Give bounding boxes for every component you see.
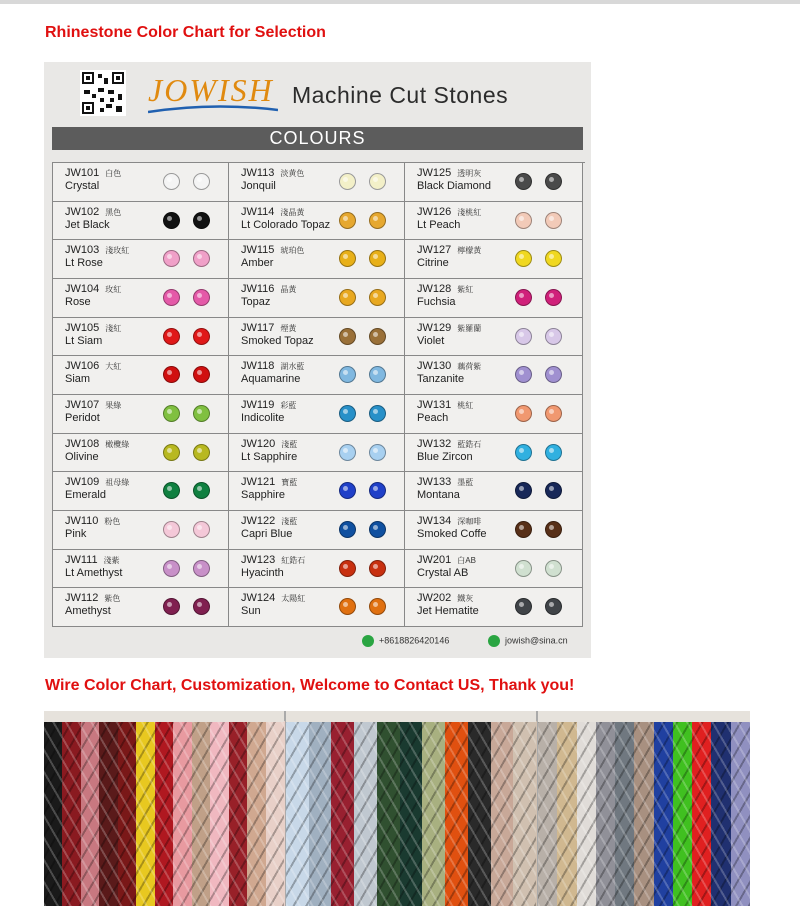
stone-chinese-name: 淺玫紅 <box>105 246 130 256</box>
stone-chinese-name: 淺紫 <box>103 555 120 565</box>
color-tag-strip <box>286 711 536 722</box>
stone-swatch-front <box>163 598 180 615</box>
stone-chinese-name: 橄欖綠 <box>105 439 130 449</box>
stone-swatch-front <box>339 328 356 345</box>
stone-swatch-front <box>163 366 180 383</box>
stone-swatch-front <box>163 521 180 538</box>
qr-code-icon <box>80 70 126 116</box>
stone-cell <box>405 240 583 279</box>
stone-code <box>65 244 129 256</box>
stone-name: Lt Siam <box>65 334 103 347</box>
stone-chinese-name: 桃紅 <box>457 401 474 410</box>
stone-name: Crystal AB <box>417 566 469 579</box>
stone-swatch-front <box>515 328 532 345</box>
stone-swatch-front <box>339 482 356 499</box>
stone-swatch-back <box>545 598 562 615</box>
stone-swatch-front <box>515 598 532 615</box>
stone-cell <box>405 356 583 395</box>
stone-swatch-front <box>163 173 180 190</box>
stone-code <box>65 322 121 334</box>
stone-swatch-back <box>369 482 386 499</box>
stone-code-text: JW120 <box>241 437 276 450</box>
stone-chinese-name: 深咖啡 <box>457 517 482 526</box>
stone-chinese-name: 淺藍 <box>281 439 298 449</box>
stone-name: Aquamarine <box>241 373 301 386</box>
stone-chinese-name: 白色 <box>105 169 122 178</box>
stone-swatch-back <box>545 521 562 538</box>
stone-code-text: JW125 <box>417 167 452 179</box>
stone-swatch-back <box>193 405 210 422</box>
stone-swatch-back <box>369 521 386 538</box>
stone-chinese-name: 白AB <box>457 555 476 565</box>
stone-name: Emerald <box>65 489 106 502</box>
stone-swatch-back <box>545 366 562 383</box>
wire-color-photo <box>44 711 750 906</box>
stone-name: Crystal <box>65 180 100 192</box>
stone-name: Lt Rose <box>65 257 103 270</box>
stone-chinese-name: 琥珀色 <box>280 246 305 256</box>
stone-code-text: JW133 <box>417 476 452 489</box>
stone-cell <box>405 318 583 357</box>
stone-swatch-back <box>369 212 386 229</box>
stone-cell <box>405 395 583 434</box>
email-icon <box>488 635 500 647</box>
stone-code <box>417 399 473 411</box>
stone-code <box>417 360 481 372</box>
stone-swatch-front <box>515 289 532 306</box>
stone-swatch-front <box>515 366 532 383</box>
stone-swatch-front <box>339 173 356 190</box>
stone-name: Tanzanite <box>417 373 465 386</box>
stone-cell <box>405 202 583 241</box>
stone-code-text: JW121 <box>241 476 276 489</box>
stone-code <box>65 515 120 527</box>
stone-cell <box>229 318 405 357</box>
stone-cell <box>53 318 229 357</box>
stone-code-text: JW112 <box>65 592 99 605</box>
stone-code-text: JW105 <box>65 321 100 334</box>
stone-code <box>417 554 476 566</box>
stone-swatch-back <box>193 173 210 190</box>
stone-chinese-name: 淺藍 <box>281 517 298 526</box>
stone-code <box>417 206 481 218</box>
stone-code-text: JW107 <box>65 399 100 411</box>
stone-code <box>241 244 304 256</box>
stone-swatch-back <box>193 250 210 267</box>
stone-name: Fuchsia <box>417 296 456 308</box>
stone-cell <box>405 163 583 202</box>
stone-swatch-back <box>545 482 562 499</box>
stone-code-text: JW103 <box>65 244 100 257</box>
top-border <box>0 0 800 4</box>
stone-code-text: JW128 <box>417 283 452 295</box>
stone-code <box>241 283 296 295</box>
stone-code <box>241 206 304 218</box>
stone-name: Sapphire <box>241 489 286 502</box>
stone-swatch-back <box>545 250 562 267</box>
stone-cell <box>229 472 405 511</box>
stone-name: Montana <box>417 489 460 502</box>
stone-cell <box>229 279 405 318</box>
mesh-texture <box>538 711 750 906</box>
contact-phone <box>362 635 449 647</box>
stone-swatch-front <box>339 405 356 422</box>
stone-chinese-name: 果綠 <box>105 401 122 410</box>
stone-code-text: JW202 <box>417 592 452 605</box>
stone-code <box>241 167 304 179</box>
stone-chinese-name: 透明灰 <box>457 169 482 178</box>
mesh-texture <box>286 711 536 906</box>
stone-chinese-name: 鐵灰 <box>457 594 474 604</box>
stone-code-text: JW101 <box>65 167 100 179</box>
stone-swatch-back <box>369 444 386 461</box>
stone-chinese-name: 淺紅 <box>105 323 122 333</box>
stone-code-text: JW126 <box>417 205 452 218</box>
stone-code-text: JW134 <box>417 515 452 527</box>
stone-swatch-front <box>515 250 532 267</box>
stone-code <box>65 283 121 295</box>
stone-swatch-front <box>515 173 532 190</box>
stone-swatch-back <box>545 212 562 229</box>
stone-swatch-back <box>193 444 210 461</box>
stone-cell <box>53 240 229 279</box>
stone-cell <box>229 434 405 473</box>
stone-swatch-front <box>163 250 180 267</box>
brand-logo: JOWISH <box>148 72 274 108</box>
stone-code-text: JW104 <box>65 283 100 295</box>
wire-photo-panel2 <box>286 711 536 906</box>
stone-swatch-back <box>369 289 386 306</box>
stone-swatch-back <box>369 173 386 190</box>
stone-chinese-name: 紫紅 <box>457 285 474 294</box>
email-address: jowish@sina.cn <box>505 635 568 646</box>
stone-swatch-back <box>545 405 562 422</box>
stone-swatch-back <box>193 328 210 345</box>
stone-code-text: JW108 <box>65 437 100 450</box>
stone-code <box>417 283 473 295</box>
stone-name: Olivine <box>65 450 99 463</box>
stone-cell <box>53 395 229 434</box>
stone-code-text: JW114 <box>241 205 275 218</box>
stone-swatch-back <box>193 366 210 383</box>
stone-code <box>417 322 481 334</box>
stone-name: Peach <box>417 412 449 424</box>
stone-swatch-front <box>163 212 180 229</box>
stone-chinese-name: 藍鋯石 <box>457 439 482 449</box>
stone-cell <box>229 163 405 202</box>
stone-swatch-front <box>515 212 532 229</box>
stone-chinese-name: 彩藍 <box>280 401 297 410</box>
stone-swatch-back <box>193 598 210 615</box>
stone-color-grid <box>52 162 585 627</box>
stone-code-text: JW122 <box>241 515 276 527</box>
stone-swatch-front <box>515 405 532 422</box>
colours-band: COLOURS <box>52 127 583 150</box>
stone-swatch-front <box>163 444 180 461</box>
stone-code <box>417 592 473 604</box>
stone-chinese-name: 黑色 <box>105 207 122 217</box>
stone-cell <box>229 202 405 241</box>
stone-cell <box>405 279 583 318</box>
stone-swatch-front <box>515 482 532 499</box>
color-tag-strip <box>538 711 750 722</box>
stone-code <box>241 515 297 527</box>
stone-cell <box>405 434 583 473</box>
stone-swatch-front <box>339 444 356 461</box>
stone-name: Lt Peach <box>417 218 461 231</box>
stone-code-text: JW127 <box>417 244 452 257</box>
rhinestone-heading: Rhinestone Color Chart for Selection <box>45 24 326 41</box>
stone-code-text: JW106 <box>65 360 100 373</box>
stone-name: Sun <box>241 605 261 618</box>
stone-chinese-name: 紫色 <box>104 594 121 604</box>
stone-code-text: JW116 <box>241 283 275 295</box>
stone-chinese-name: 玫紅 <box>105 285 122 294</box>
stone-code-text: JW110 <box>65 515 99 527</box>
stone-name: Capri Blue <box>241 528 293 540</box>
stone-code-text: JW132 <box>417 437 452 450</box>
phone-number: +8618826420146 <box>379 635 450 646</box>
stone-code <box>241 476 297 488</box>
wechat-icon <box>362 635 374 647</box>
stone-swatch-front <box>163 482 180 499</box>
stone-name: Blue Zircon <box>417 450 473 463</box>
stone-chinese-name: 紫羅蘭 <box>457 323 482 333</box>
stone-chinese-name: 祖母綠 <box>105 478 130 488</box>
stone-swatch-front <box>339 212 356 229</box>
stone-name: Hyacinth <box>241 566 284 579</box>
stone-chinese-name: 淺晶黃 <box>280 207 305 217</box>
stone-name: Lt Colorado Topaz <box>241 218 331 231</box>
stone-code <box>417 438 481 450</box>
stone-chinese-name: 煙黃 <box>280 323 297 333</box>
stone-chinese-name: 藕荷紫 <box>457 362 482 372</box>
stone-swatch-back <box>545 289 562 306</box>
stone-chinese-name: 寶藍 <box>281 478 298 488</box>
brand-tagline: Machine Cut Stones <box>292 82 509 108</box>
stone-code-text: JW102 <box>65 205 100 218</box>
stone-name: Smoked Topaz <box>241 334 314 347</box>
stone-code-text: JW118 <box>241 360 275 373</box>
stone-name: Jet Black <box>65 218 110 231</box>
stone-swatch-back <box>193 560 210 577</box>
stone-chinese-name: 晶黃 <box>280 285 297 294</box>
stone-code <box>65 167 121 179</box>
stone-chinese-name: 粉色 <box>104 517 121 526</box>
stone-chinese-name: 太陽紅 <box>281 594 306 604</box>
stone-code-text: JW115 <box>241 244 275 257</box>
stone-code <box>241 554 305 566</box>
stone-swatch-front <box>339 250 356 267</box>
stone-name: Jet Hematite <box>417 605 479 618</box>
stone-name: Indicolite <box>241 412 285 424</box>
stone-swatch-back <box>193 482 210 499</box>
stone-cell <box>229 588 405 627</box>
stone-name: Jonquil <box>241 180 276 192</box>
stone-chinese-name: 紅鋯石 <box>281 555 306 565</box>
stone-cell <box>53 550 229 589</box>
stone-name: Amethyst <box>65 605 111 618</box>
stone-name: Rose <box>65 296 91 308</box>
stone-cell <box>229 550 405 589</box>
stone-code <box>241 322 296 334</box>
stone-swatch-back <box>369 328 386 345</box>
stone-swatch-back <box>545 444 562 461</box>
stone-code <box>65 438 129 450</box>
stone-swatch-front <box>515 560 532 577</box>
stone-code <box>241 399 296 411</box>
stone-swatch-back <box>369 366 386 383</box>
stone-swatch-back <box>193 521 210 538</box>
stone-code-text: JW124 <box>241 592 276 605</box>
stone-name: Black Diamond <box>417 180 491 192</box>
stone-swatch-front <box>515 521 532 538</box>
stone-swatch-back <box>545 560 562 577</box>
stone-chinese-name: 淡黄色 <box>280 169 305 178</box>
stone-code-text: JW113 <box>241 167 275 179</box>
stone-cell <box>53 434 229 473</box>
stone-cell <box>229 240 405 279</box>
stone-code <box>65 592 120 604</box>
stone-code <box>65 399 121 411</box>
logo-row <box>44 62 591 122</box>
color-chart-card <box>44 62 591 658</box>
stone-cell <box>229 395 405 434</box>
stone-cell <box>405 511 583 550</box>
stone-chinese-name: 大紅 <box>105 362 122 372</box>
stone-cell <box>229 511 405 550</box>
wire-photo-panel1 <box>44 711 284 906</box>
stone-swatch-back <box>369 598 386 615</box>
stone-cell <box>229 356 405 395</box>
stone-cell <box>53 202 229 241</box>
stone-code <box>241 592 305 604</box>
stone-name: Peridot <box>65 412 100 424</box>
stone-name: Amber <box>241 257 274 270</box>
stone-code-text: JW119 <box>241 399 275 411</box>
stone-code <box>241 438 297 450</box>
stone-swatch-back <box>369 560 386 577</box>
stone-swatch-back <box>545 328 562 345</box>
stone-code <box>65 360 121 372</box>
stone-swatch-front <box>339 521 356 538</box>
stone-cell <box>53 279 229 318</box>
stone-swatch-front <box>339 289 356 306</box>
stone-swatch-front <box>163 289 180 306</box>
stone-swatch-back <box>193 212 210 229</box>
stone-swatch-front <box>163 405 180 422</box>
stone-swatch-front <box>339 598 356 615</box>
stone-name: Pink <box>65 528 87 540</box>
wire-heading: Wire Color Chart, Customization, Welcome to Contact US, Thank you! <box>45 677 575 694</box>
stone-cell <box>405 588 583 627</box>
stone-name: Smoked Coffe <box>417 528 487 540</box>
stone-name: Violet <box>417 334 445 347</box>
stone-code-text: JW111 <box>65 553 98 566</box>
stone-swatch-front <box>163 328 180 345</box>
stone-swatch-front <box>339 366 356 383</box>
stone-code <box>417 244 481 256</box>
stone-chinese-name: 湖水藍 <box>280 362 305 372</box>
stone-cell <box>53 588 229 627</box>
color-tag-strip <box>44 711 284 722</box>
mesh-texture <box>44 711 284 906</box>
stone-chinese-name: 淺桃紅 <box>457 207 482 217</box>
stone-swatch-front <box>339 560 356 577</box>
stone-name: Siam <box>65 373 91 386</box>
stone-cell <box>53 356 229 395</box>
stone-code <box>417 476 473 488</box>
logo-swoosh-icon <box>148 104 278 114</box>
stone-code-text: JW131 <box>417 399 452 411</box>
stone-code <box>65 554 120 566</box>
stone-code-text: JW109 <box>65 476 100 489</box>
stone-cell <box>405 550 583 589</box>
stone-name: Lt Sapphire <box>241 450 298 463</box>
stone-code <box>65 476 129 488</box>
stone-name: Citrine <box>417 257 449 270</box>
stone-code-text: JW130 <box>417 360 452 373</box>
stone-swatch-back <box>369 250 386 267</box>
stone-code <box>417 515 481 527</box>
stone-chinese-name: 檸檬黃 <box>457 246 482 256</box>
stone-swatch-back <box>193 289 210 306</box>
stone-code <box>65 206 121 218</box>
stone-swatch-front <box>515 444 532 461</box>
stone-code <box>417 167 481 179</box>
stone-name: Topaz <box>241 296 271 308</box>
stone-name: Lt Amethyst <box>65 566 123 579</box>
stone-swatch-back <box>545 173 562 190</box>
stone-swatch-back <box>369 405 386 422</box>
stone-code <box>241 360 304 372</box>
stone-code-text: JW201 <box>417 553 452 566</box>
contact-email <box>488 635 568 647</box>
stone-swatch-front <box>163 560 180 577</box>
wire-photo-panel3 <box>538 711 750 906</box>
stone-cell <box>405 472 583 511</box>
stone-cell <box>53 511 229 550</box>
stone-code-text: JW117 <box>241 321 275 334</box>
stone-code-text: JW129 <box>417 321 452 334</box>
stone-code-text: JW123 <box>241 553 276 566</box>
stone-cell <box>53 472 229 511</box>
stone-chinese-name: 墨藍 <box>457 478 474 488</box>
stone-cell <box>53 163 229 202</box>
